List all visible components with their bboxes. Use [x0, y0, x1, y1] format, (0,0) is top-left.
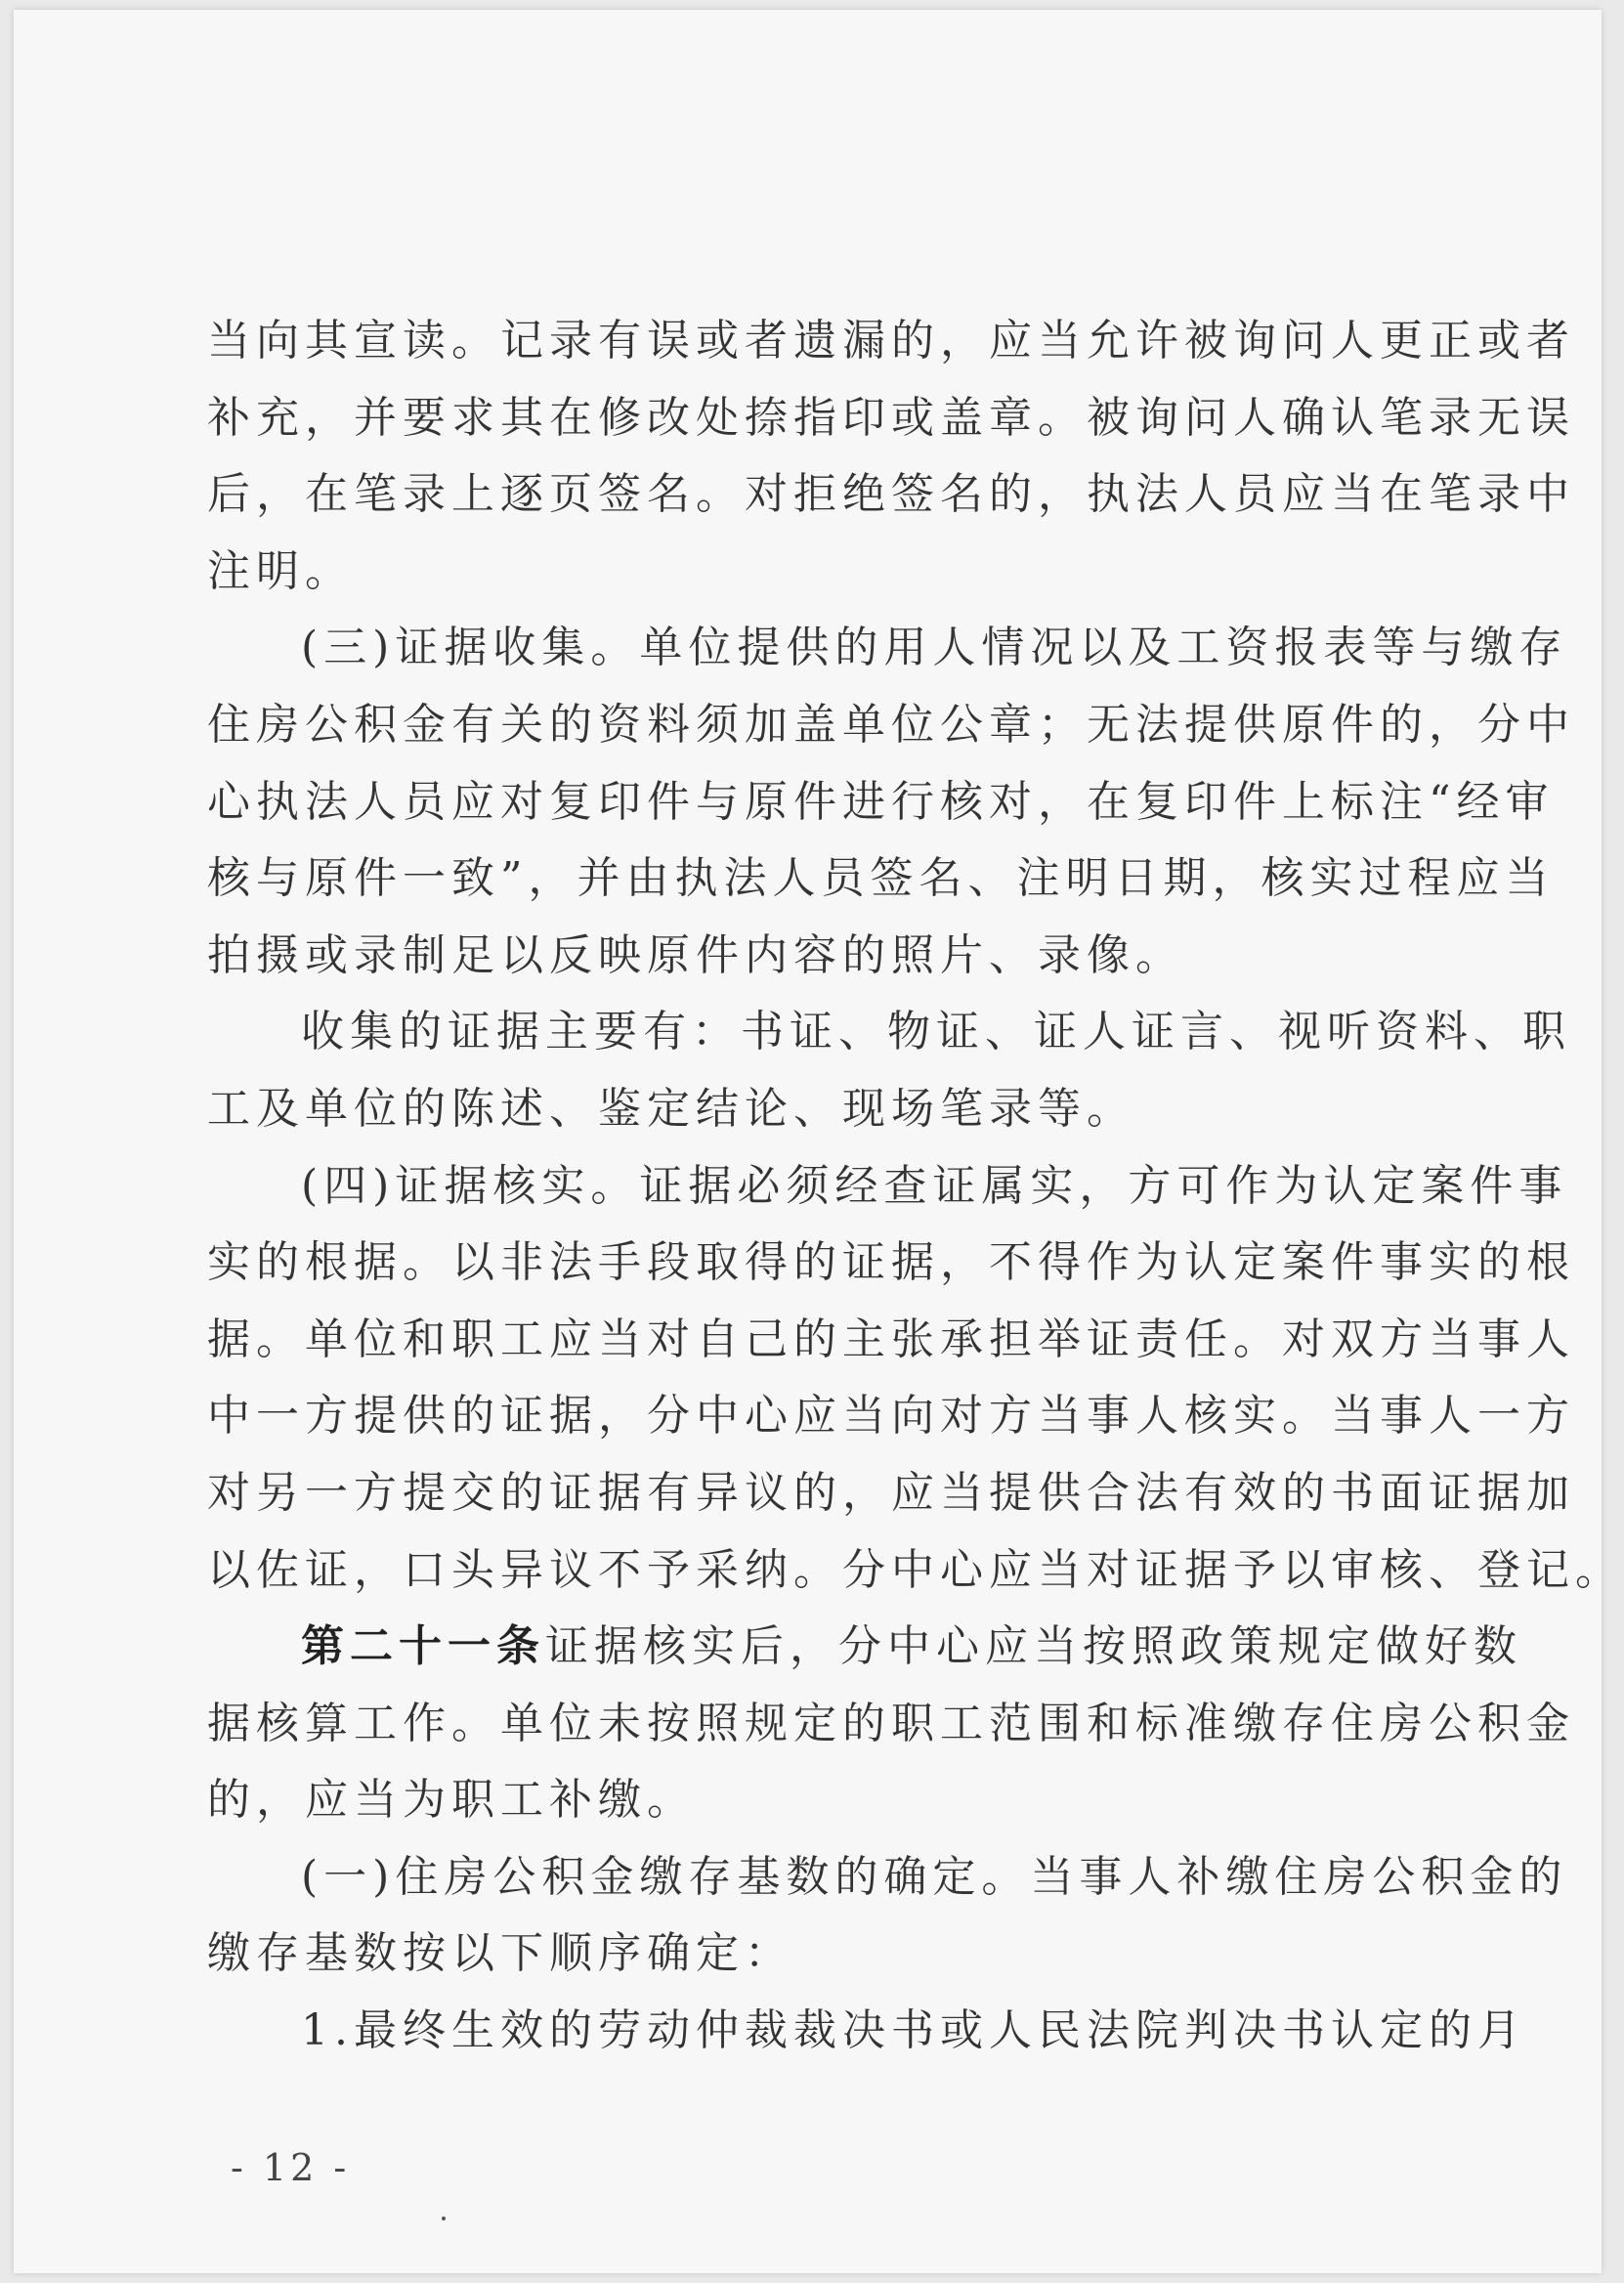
text-line: 的，应当为职工补缴。: [207, 1775, 696, 1826]
article-heading: 第二十一条: [301, 1621, 545, 1672]
text-line: 实的根据。以非法手段取得的证据，不得作为认定案件事实的根: [207, 1237, 1575, 1288]
text-line: 以佐证，口头异议不予采纳。分中心应当对证据予以审核、登记。: [207, 1544, 1624, 1595]
text-line: 收集的证据主要有：书证、物证、证人证言、视听资料、职: [301, 1007, 1571, 1057]
page-number: - 12 -: [231, 2146, 351, 2189]
text-line: 缴存基数按以下顺序确定：: [207, 1928, 793, 1979]
text-line: 心执法人员应对复印件与原件进行核对，在复印件上标注“经审: [207, 776, 1555, 827]
text-line: 对另一方提交的证据有异议的，应当提供合法有效的书面证据加: [207, 1467, 1575, 1518]
text-line: 中一方提供的证据，分中心应当向对方当事人核实。当事人一方: [207, 1391, 1575, 1442]
text-line: 后，在笔录上逐页签名。对拒绝签名的，执法人员应当在笔录中: [207, 469, 1575, 520]
text-line: 拍摄或录制足以反映原件内容的照片、录像。: [207, 929, 1184, 980]
text-line: 核与原件一致”，并由执法人员签名、注明日期，核实过程应当: [207, 853, 1555, 904]
scan-speck: [442, 2217, 446, 2220]
text-line: 当向其宣读。记录有误或者遗漏的，应当允许被询问人更正或者: [207, 316, 1575, 366]
text-line: (三)证据收集。单位提供的用人情况以及工资报表等与缴存: [301, 623, 1568, 673]
text-line: 工及单位的陈述、鉴定结论、现场笔录等。: [207, 1083, 1135, 1134]
text-line: (四)证据核实。证据必须经查证属实，方可作为认定案件事: [301, 1160, 1568, 1211]
text-line: 据。单位和职工应当对自己的主张承担举证责任。对双方当事人: [207, 1314, 1575, 1364]
text-line: (一)住房公积金缴存基数的确定。当事人补缴住房公积金的: [301, 1851, 1568, 1902]
document-body: [207, 303, 1624, 2070]
article-text: 证据核实后，分中心应当按照政策规定做好数: [545, 1621, 1522, 1672]
text-line: 补充，并要求其在修改处捺指印或盖章。被询问人确认笔录无误: [207, 392, 1575, 443]
text-line: 1.最终生效的劳动仲裁裁决书或人民法院判决书认定的月: [301, 2005, 1526, 2056]
text-line: 据核算工作。单位未按照规定的职工范围和标准缴存住房公积金: [207, 1698, 1575, 1748]
text-line: 注明。: [207, 545, 354, 596]
text-line: 住房公积金有关的资料须加盖单位公章；无法提供原件的，分中: [207, 699, 1575, 750]
document-page: [14, 10, 1624, 2273]
article-line: [207, 1609, 1522, 1686]
